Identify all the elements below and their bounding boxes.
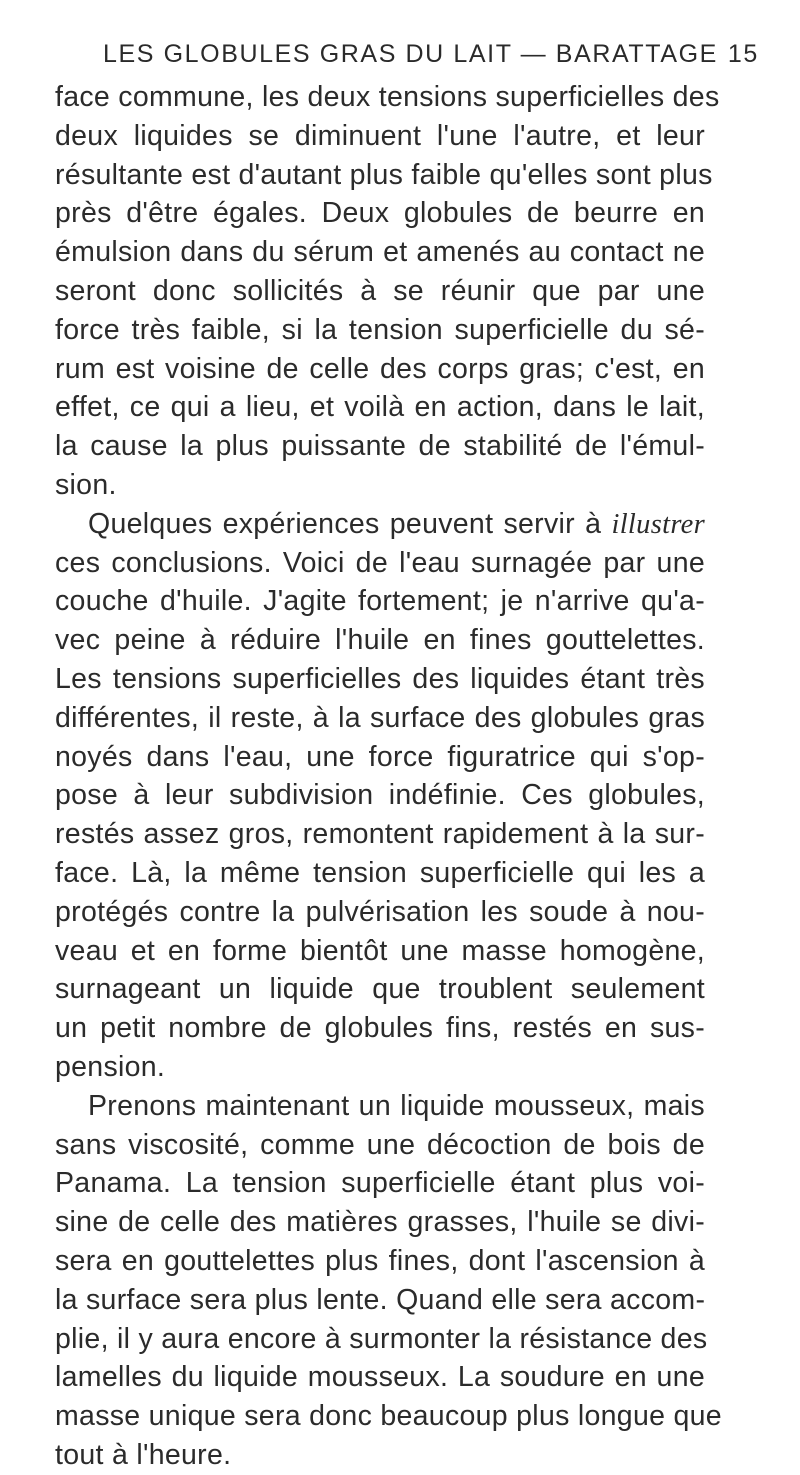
text-line: couche d'huile. J'agite fortement; je n'arrive qu'a- [55, 585, 705, 618]
text-line: plie, il y aura encore à surmonter la résistance des [55, 1322, 708, 1355]
text-line: effet, ce qui a lieu, et voilà en action, dans le lait, [55, 391, 705, 424]
text-line: protégés contre la pulvérisation les soude à nou- [55, 895, 705, 928]
text-line-paragraph-end: pension. [55, 1050, 166, 1083]
text-line: près d'être égales. Deux globules de beurre en [55, 197, 705, 230]
text-line: face. Là, la même tension superficielle qui les a [55, 856, 705, 889]
text-line: rum est voisine de celle des corps gras; c'est, en [55, 352, 705, 385]
text-line: noyés dans l'eau, une force figuratrice qui s'op- [55, 740, 705, 773]
text-line: Les tensions superficielles des liquides étant très [55, 662, 705, 695]
text-line: ces conclusions. Voici de l'eau surnagée par une [55, 546, 705, 579]
line-text: Quelques expériences peuvent servir à [88, 507, 602, 540]
text-line: face commune, les deux tensions superficielles des [55, 81, 720, 113]
running-title: LES GLOBULES GRAS DU LAIT — BARATTAGE [103, 40, 718, 68]
text-line: Panama. La tension superficielle étant plus voi- [55, 1167, 705, 1200]
text-line: la cause la plus puissante de stabilité de l'émul- [55, 430, 705, 463]
text-line: pose à leur subdivision indéfinie. Ces globules, [55, 779, 705, 812]
text-line: surnageant un liquide que troublent seulement [55, 973, 705, 1006]
text-line: sine de celle des matières grasses, l'huile se divi- [55, 1206, 705, 1239]
text-line: lamelles du liquide mousseux. La soudure en une [55, 1361, 705, 1394]
text-line: seront donc sollicités à se réunir que par une [55, 274, 705, 307]
text-line: vec peine à réduire l'huile en fines gouttelettes. [55, 624, 705, 657]
running-header [103, 40, 759, 69]
text-line: la surface sera plus lente. Quand elle sera accom- [55, 1283, 706, 1316]
text-line-paragraph-end: sion. [55, 468, 117, 501]
italic-word: illustrer [611, 508, 705, 540]
text-line: résultante est d'autant plus faible qu'elles sont plus [55, 158, 713, 191]
body-text [55, 78, 722, 1475]
text-line: différentes, il reste, à la surface des globules gras [55, 701, 705, 734]
text-line-paragraph-end: tout à l'heure. [55, 1438, 232, 1471]
text-line: deux liquides se diminuent l'une l'autre, et leur [55, 119, 705, 152]
text-line: sans viscosité, comme une décoction de bois de [55, 1128, 705, 1161]
text-line: restés assez gros, remontent rapidement à la sur- [55, 818, 705, 851]
page-number: 15 [727, 40, 759, 68]
text-line-paragraph-start: Prenons maintenant un liquide mousseux, mais [88, 1089, 705, 1122]
text-line: un petit nombre de globules fins, restés en sus- [55, 1012, 705, 1045]
text-line: masse unique sera donc beaucoup plus longue que [55, 1400, 722, 1433]
text-line: veau et en forme bientôt une masse homogène, [55, 934, 705, 967]
text-line-paragraph-start [55, 505, 705, 544]
text-line: émulsion dans du sérum et amenés au contact ne [55, 236, 705, 269]
text-line: sera en gouttelettes plus fines, dont l'ascension à [55, 1244, 705, 1277]
text-line: force très faible, si la tension superficielle du sé- [55, 313, 705, 346]
